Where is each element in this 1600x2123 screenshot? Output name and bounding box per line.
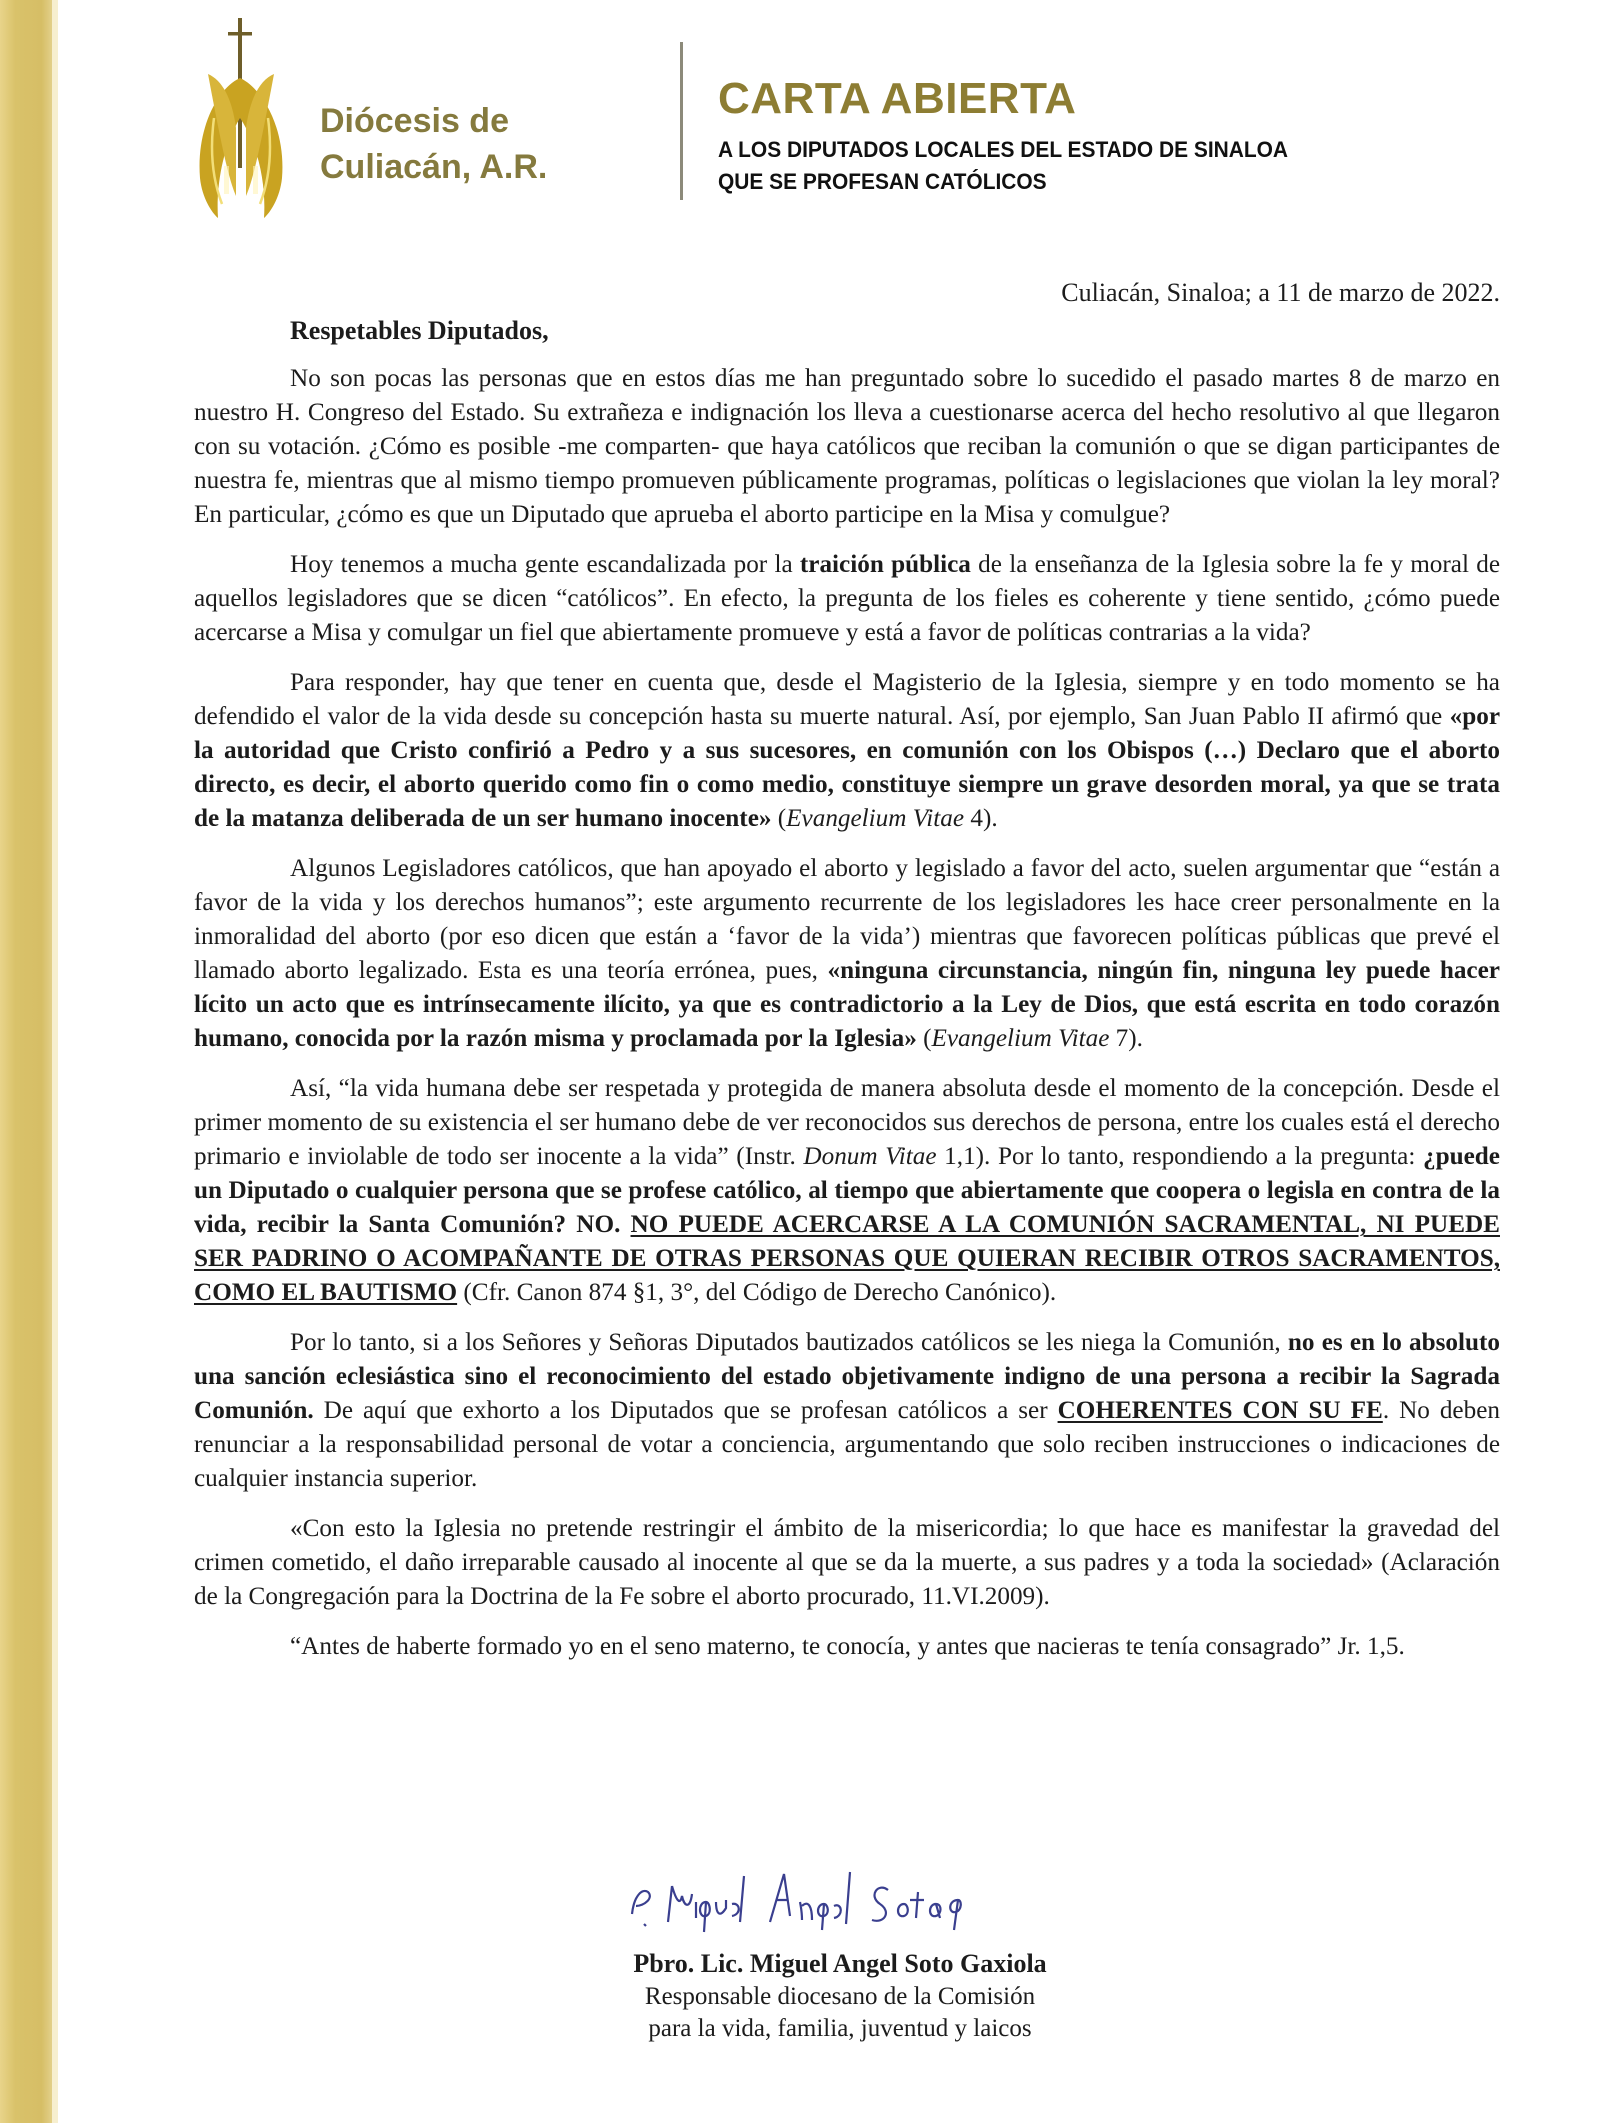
emphasis-underlined: NO PUEDE ACERCARSE A LA COMUNIÓN SACRAMENTAL, NI PUEDE SER PADRINO O ACOMPAÑANTE DE OTRAS PERSONAS QUE QUIERAN RECIBIR OTROS SACRAMENTOS, COMO EL BAUTISMO (194, 1211, 1500, 1306)
question-bold: ¿puede un Diputado o cualquier persona que se profese católico, al tiempo que abiertamente que coopera o legisla en contra de la vida, recibir la Santa Comunión? NO. (194, 1143, 1500, 1238)
emphasis-underlined: COHERENTES CON SU FE (1057, 1397, 1383, 1424)
bold-statement: no es en lo absoluto una sanción eclesiástica sino el reconocimiento del estado objetivamente indigno de una persona a recibir la Sagrada Comunión. (194, 1329, 1500, 1424)
letter-title: CARTA ABIERTA (718, 74, 1077, 123)
diocese-name (320, 98, 547, 190)
paragraph-4: Algunos Legisladores católicos, que han apoyado el aborto y legislado a favor del acto, suelen argumentar que “están a favor de la vida y los derechos humanos”; este argumento recurrente de los legisladores les hace creer personalmente en la inmoralidad del aborto (por eso dicen que están a ‘favor de la vida’) mientras que favorecen políticas públicas que prevé el llamado aborto legalizado. Esta es una teoría errónea, pues, «ninguna circunstancia, ningún fin, ninguna ley puede hacer lícito un acto que es intrínsecamente ilícito, ya que es contradictorio a la Ley de Dios, que está escrita en todo corazón humano, conocida por la razón misma y proclamada por la Iglesia» (Evangelium Vitae 7). (194, 855, 1500, 1052)
diocese-name-line1: Diócesis de (320, 102, 509, 140)
paragraph-5: Así, “la vida humana debe ser respetada y protegida de manera absoluta desde el momento de la concepción. Desde el primer momento de su existencia el ser humano debe de ver reconocidos sus derechos de persona, entre los cuales está el derecho primario e inviolable de todo ser inocente a la vida” (Instr. Donum Vitae 1,1). Por lo tanto, respondiendo a la pregunta: ¿puede un Diputado o cualquier persona que se profese católico, al tiempo que abiertamente que coopera o legisla en contra de la vida, recibir la Santa Comunión? NO. NO PUEDE ACERCARSE A LA COMUNIÓN SACRAMENTAL, NI PUEDE SER PADRINO O ACOMPAÑANTE DE OTRAS PERSONAS QUE QUIERAN RECIBIR OTROS SACRAMENTOS, COMO EL BAUTISMO (Cfr. Canon 874 §1, 3°, del Código de Derecho Canónico). (194, 1075, 1500, 1306)
paragraph-6: Por lo tanto, si a los Señores y Señoras Diputados bautizados católicos se les niega la Comunión, no es en lo absoluto una sanción eclesiástica sino el reconocimiento del estado objetivamente indigno de una persona a recibir la Sagrada Comunión. De aquí que exhorto a los Diputados que se profesan católicos a ser COHERENTES CON SU FE. No deben renunciar a la responsabilidad personal de votar a conciencia, argumentando que solo reciben instrucciones o indicaciones de cualquier instancia superior. (194, 1329, 1500, 1492)
citation-title: Evangelium Vitae (931, 1025, 1110, 1052)
signature-block (560, 1866, 1120, 2045)
diocese-name-line2: Culiacán, A.R. (320, 148, 548, 186)
citation-title: Donum Vitae (803, 1143, 937, 1170)
left-margin-highlight (52, 0, 58, 2123)
signer-name: Pbro. Lic. Miguel Angel Soto Gaxiola (633, 1949, 1047, 1978)
church-cross-flame-icon (188, 18, 294, 218)
paragraph-2: Hoy tenemos a mucha gente escandalizada por la traición pública de la enseñanza de la Iglesia sobre la fe y moral de aquellos legisladores que se dicen “católicos”. En efecto, la pregunta de los fieles es coherente y tiene sentido, ¿cómo puede acercarse a Misa y comulgar un fiel que abiertamente promueve y está a favor de políticas contrarias a la vida? (194, 551, 1501, 646)
letter-body (194, 276, 1500, 1680)
handwritten-signature (620, 1866, 1060, 1942)
paragraph-3: Para responder, hay que tener en cuenta que, desde el Magisterio de la Iglesia, siempre y en todo momento se ha defendido el valor de la vida desde su concepción hasta su muerte natural. Así, por ejemplo, San Juan Pablo II afirmó que «por la autoridad que Cristo confirió a Pedro y a sus sucesores, en comunión con los Obispos (…) Declaro que el aborto directo, es decir, el aborto querido como fin o como medio, constituye siempre un grave desorden moral, ya que se trata de la matanza deliberada de un ser humano inocente» (Evangelium Vitae 4). (194, 669, 1500, 832)
bold-phrase: traición pública (799, 551, 971, 578)
letter-subtitle (718, 134, 1288, 198)
paragraph-1: No son pocas las personas que en estos días me han preguntado sobre lo sucedido el pasado martes 8 de marzo en nuestro H. Congreso del Estado. Su extrañeza e indignación los lleva a cuestionarse acerca del hecho resolutivo al que llegaron con su votación. ¿Cómo es posible -me comparten- que haya católicos que reciban la comunión o que se digan participantes de nuestra fe, mientras que al mismo tiempo promueven públicamente programas, políticas o legislaciones que violan la ley moral? En particular, ¿cómo es que un Diputado que aprueba el aborto participe en la Misa y comulgue? (194, 365, 1500, 528)
citation-title: Evangelium Vitae (786, 805, 965, 832)
left-gold-margin-bar (0, 0, 52, 2123)
header-divider (680, 42, 683, 200)
paragraph-7: «Con esto la Iglesia no pretende restringir el ámbito de la misericordia; lo que hace es manifestar la gravedad del crimen cometido, el daño irreparable causado al inocente al que se da la muerte, a sus padres y a toda la sociedad» (Aclaración de la Congregación para la Doctrina de la Fe sobre el aborto procurado, 11.VI.2009). (194, 1515, 1500, 1610)
letter-subtitle-line1: A LOS DIPUTADOS LOCALES DEL ESTADO DE SINALOA (718, 137, 1289, 162)
salutation: Respetables Diputados, (290, 316, 549, 345)
signer-role-line1: Responsable diocesano de la Comisión (644, 1983, 1036, 2010)
signer-role-line2: para la vida, familia, juventud y laicos (648, 2015, 1032, 2042)
letter-subtitle-line2: QUE SE PROFESAN CATÓLICOS (718, 169, 1047, 194)
quote-evangelium-vitae-4: «por la autoridad que Cristo confirió a Pedro y a sus sucesores, en comunión con los Obispos (…) Declaro que el aborto directo, es decir, el aborto querido como fin o como medio, constituye siempre un grave desorden moral, ya que se trata de la matanza deliberada de un ser humano inocente» (194, 703, 1500, 832)
letterhead (0, 0, 1600, 240)
quote-evangelium-vitae-7: «ninguna circunstancia, ningún fin, ninguna ley puede hacer lícito un acto que es intrínsecamente ilícito, ya que es contradictorio a la Ley de Dios, que está escrita en todo corazón humano, conocida por la razón misma y proclamada por la Iglesia» (194, 957, 1500, 1052)
letter-date: Culiacán, Sinaloa; a 11 de marzo de 2022. (1061, 278, 1500, 307)
closing-bible-quote: “Antes de haberte formado yo en el seno materno, te conocía, y antes que nacieras te tenía consagrado” Jr. 1,5. (290, 1633, 1405, 1660)
